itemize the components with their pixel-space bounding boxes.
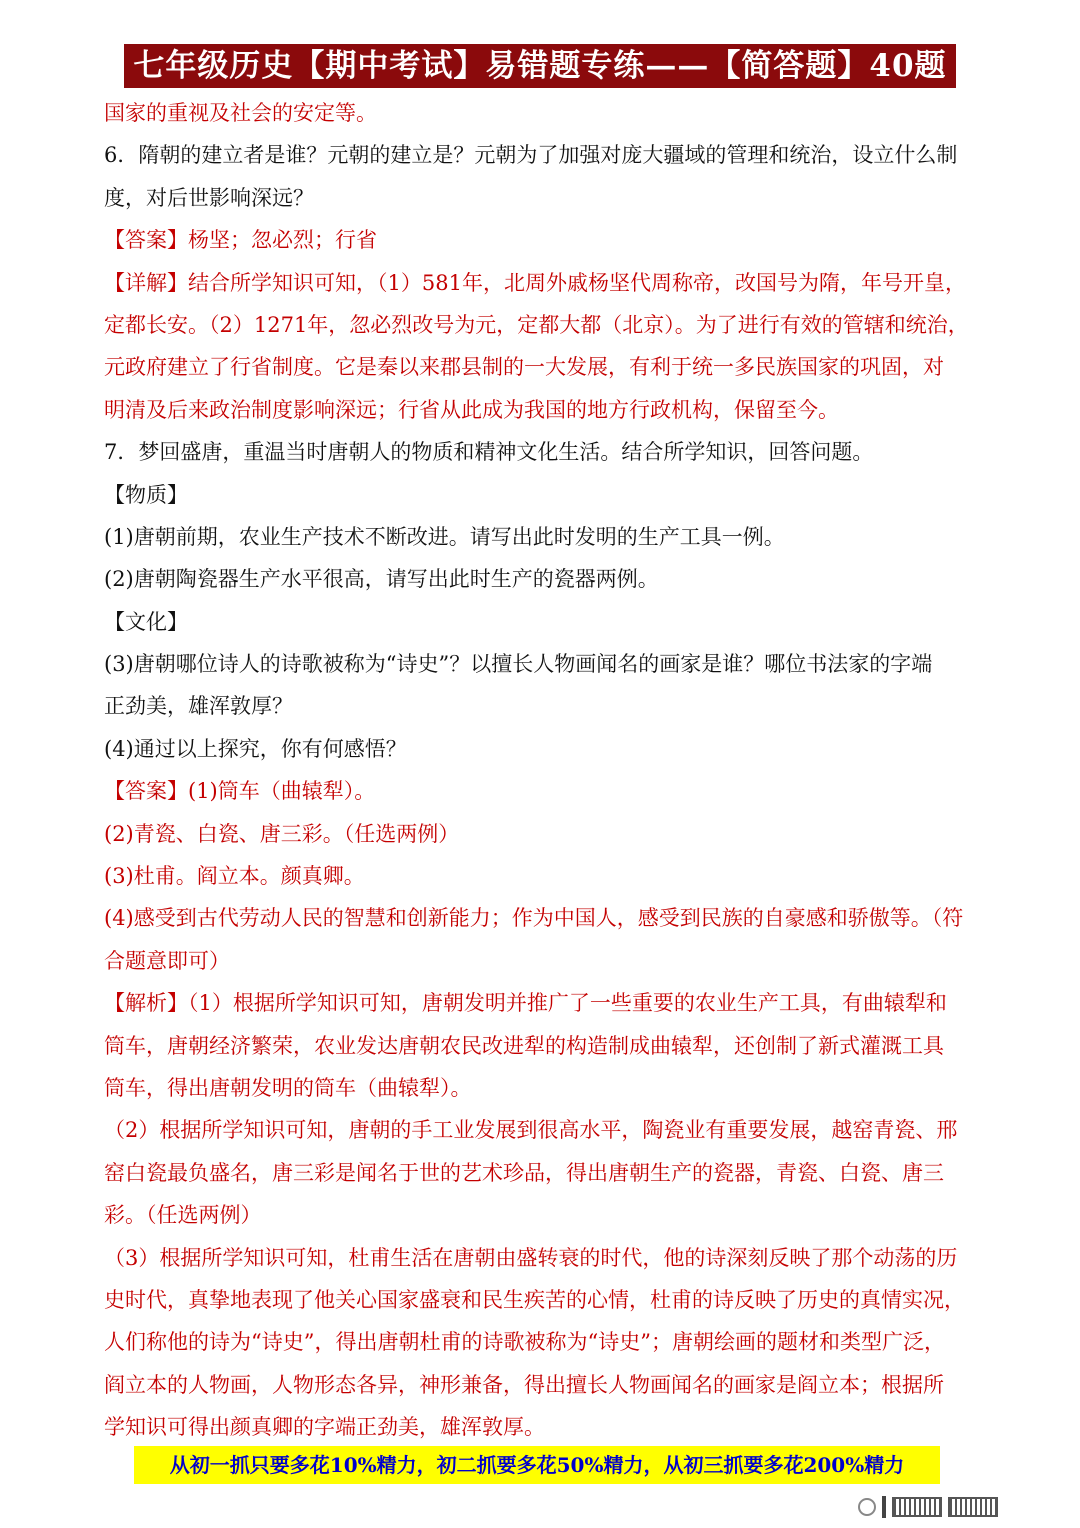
answer-line: 学知识可得出颜真卿的字端正劲美，雄浑敦厚。 <box>104 1415 545 1440</box>
footer-banner: 从初一抓只要多花10%精力，初二抓要多花50%精力，从初三抓要多花200%精力 <box>134 1446 940 1484</box>
question-line: (4)通过以上探究，你有何感悟？ <box>104 736 407 761</box>
question-line: 7．梦回盛唐，重温当时唐朝人的物质和精神文化生活。结合所学知识，回答问题。 <box>104 440 874 465</box>
answer-line: 阎立本的人物画，人物形态各异，神形兼备，得出擅长人物画闻名的画家是阎立本；根据所 <box>104 1372 944 1397</box>
answer-line: 史时代，真挚地表现了他关心国家盛衰和民生疾苦的心情，杜甫的诗反映了历史的真情实况， <box>104 1287 965 1312</box>
answer-line: (3)杜甫。阎立本。颜真卿。 <box>104 864 365 889</box>
answer-line: 明清及后来政治制度影响深远；行省从此成为我国的地方行政机构，保留至今。 <box>104 397 839 422</box>
answer-line: 筒车，唐朝经济繁荣，农业发达唐朝农民改进犁的构造制成曲辕犁，还创制了新式灌溉工具 <box>104 1033 944 1058</box>
page-title: 七年级历史【期中考试】易错题专练——【简答题】40题 <box>124 44 956 88</box>
answer-line: 窑白瓷最负盛名，唐三彩是闻名于世的艺术珍品，得出唐朝生产的瓷器，青瓷、白瓷、唐三 <box>104 1160 944 1185</box>
question-line: 度，对后世影响深远？ <box>104 185 314 210</box>
watermark-bar-icon <box>882 1496 886 1518</box>
answer-line: （2）根据所学知识可知，唐朝的手工业发展到很高水平，陶瓷业有重要发展，越窑青瓷、邢 <box>104 1118 958 1143</box>
answer-line: 【答案】(1)筒车（曲辕犁）。 <box>104 779 376 804</box>
question-line: 6．隋朝的建立者是谁？元朝的建立是？元朝为了加强对庞大疆域的管理和统治，设立什么制 <box>104 143 958 168</box>
answer-line: 筒车，得出唐朝发明的筒车（曲辕犁）。 <box>104 1075 472 1100</box>
question-line: 【物质】 <box>104 482 188 507</box>
watermark-block-icon <box>948 1497 998 1517</box>
watermark-logo <box>858 1492 1068 1522</box>
answer-line: 彩。（任选两例） <box>104 1203 262 1228</box>
answer-line: 人们称他的诗为“诗史”，得出唐朝杜甫的诗歌被称为“诗史”；唐朝绘画的题材和类型广泛， <box>104 1330 945 1355</box>
watermark-block-icon <box>892 1497 942 1517</box>
question-line: 【文化】 <box>104 609 188 634</box>
answer-line: 【详解】结合所学知识可知，（1）581年，北周外戚杨坚代周称帝，改国号为隋，年号开皇， <box>104 270 966 295</box>
question-line: (3)唐朝哪位诗人的诗歌被称为“诗史”？以擅长人物画闻名的画家是谁？哪位书法家的字端 <box>104 652 933 677</box>
question-line: 正劲美，雄浑敦厚？ <box>104 694 293 719</box>
answer-line: （3）根据所学知识可知，杜甫生活在唐朝由盛转衰的时代，他的诗深刻反映了那个动荡的历 <box>104 1245 958 1270</box>
watermark-circle-icon <box>858 1498 876 1516</box>
answer-line: 定都长安。（2）1271年，忽必烈改号为元，定都大都（北京）。为了进行有效的管辖和统治， <box>104 312 969 337</box>
answer-line: (2)青瓷、白瓷、唐三彩。（任选两例） <box>104 821 460 846</box>
question-line: (2)唐朝陶瓷器生产水平很高，请写出此时生产的瓷器两例。 <box>104 567 659 592</box>
answer-line: 合题意即可） <box>104 948 230 973</box>
answer-line: (4)感受到古代劳动人民的智慧和创新能力；作为中国人，感受到民族的自豪感和骄傲等。（符 <box>104 906 964 931</box>
question-line: (1)唐朝前期，农业生产技术不断改进。请写出此时发明的生产工具一例。 <box>104 524 785 549</box>
answer-line: 【解析】（1）根据所学知识可知，唐朝发明并推广了一些重要的农业生产工具，有曲辕犁和 <box>104 991 947 1016</box>
answer-line: 国家的重视及社会的安定等。 <box>104 101 377 125</box>
document-body <box>104 92 984 1449</box>
answer-line: 元政府建立了行省制度。它是秦以来郡县制的一大发展，有利于统一多民族国家的巩固，对 <box>104 355 944 380</box>
answer-line: 【答案】杨坚；忽必烈；行省 <box>104 228 377 253</box>
